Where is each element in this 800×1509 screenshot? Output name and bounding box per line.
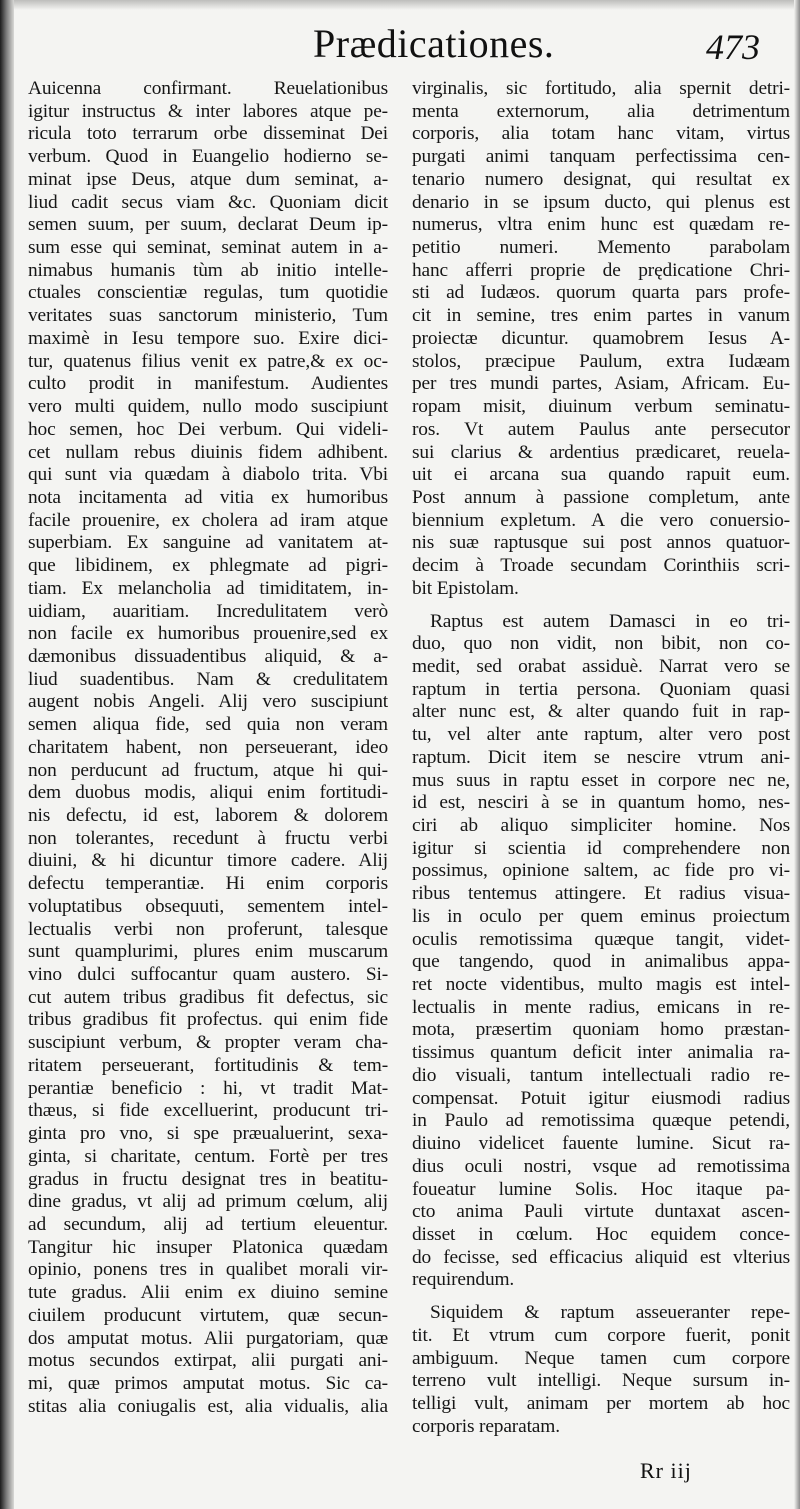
text-line: biennium expletum. A die vero conuersio-: [412, 509, 790, 531]
text-line: opinio, ponens tres in qualibet morali vir-: [28, 1259, 388, 1281]
text-line: tur, quatenus filius venit ex patre,& ex oc-: [28, 350, 388, 372]
text-line: vino dulci suffocantur quam austero. Si-: [28, 964, 388, 986]
text-line: que tangendo, quod in animalibus appa-: [412, 951, 790, 973]
text-line: ciuilem producunt virtutem, quæ secun-: [28, 1304, 388, 1326]
text-line: denario in se ipsum ducto, qui plenus est: [412, 191, 790, 213]
text-line: qui sunt via quædam à diabolo trita. Vbi: [28, 464, 388, 486]
text-line: alter nunc est, & alter quando fuit in rap-: [412, 701, 790, 723]
text-line: non tolerantes, recedunt à fructu verbi: [28, 827, 388, 849]
text-line: id est, nesciri à se in quantum homo, nes-: [412, 792, 790, 814]
text-line: virginalis, sic fortitudo, alia spernit detri-: [412, 78, 790, 99]
page-number: 473: [706, 27, 760, 67]
text-line: ciri ab aliquo simpliciter homine. Nos: [412, 815, 790, 836]
text-line: tiam. Ex melancholia ad timiditatem, in-: [28, 577, 388, 599]
text-line: uidiam, auaritiam. Incredulitatem verò: [28, 600, 388, 622]
text-line: menta externorum, alia detrimentum: [412, 100, 790, 122]
text-line: mus suus in raptu esset in corpore nec ne,: [412, 769, 790, 791]
text-line: perantiæ beneficio : hi, vt tradit Mat-: [28, 1077, 388, 1099]
text-line: tenario numero designat, qui resultat ex: [412, 168, 790, 190]
text-line: ad secundum, alij ad tertium eleuentur.: [28, 1213, 388, 1235]
right-column: [412, 78, 790, 1438]
text-line: suscipiunt verbum, & propter veram cha-: [28, 1032, 388, 1054]
text-line: diuini, & hi dicuntur timore cadere. Alij: [28, 850, 388, 872]
text-line: cet nullam rebus diuinis fidem adhibent.: [28, 441, 388, 463]
text-line: compensat. Potuit igitur eiusmodi radius: [412, 1087, 790, 1109]
text-line: Post annum à passione completum, ante: [412, 486, 790, 508]
text-line: hanc afferri proprie de prędicatione Chri-: [412, 259, 790, 281]
text-line: maximè in Iesu tempore suo. Exire dici-: [28, 327, 388, 349]
text-line: requirendum.: [412, 1269, 515, 1291]
text-line: numerus, vltra enim hunc est quædam re-: [412, 214, 790, 236]
text-line: oculis remotissima quæque tangit, videt-: [412, 928, 790, 950]
text-line: uit ei arcana sua quando rapuit eum.: [412, 464, 790, 486]
paragraph-gap: [412, 601, 790, 611]
text-line: medit, sed orabat assiduè. Narrat vero se: [412, 655, 790, 677]
text-line: raptum. Dicit item se nescire vtrum ani-: [412, 746, 790, 768]
text-line: ginta, si charitate, centum. Fortè per tres: [28, 1145, 388, 1167]
text-line: culto prodit in manifestum. Audientes: [28, 373, 388, 395]
text-line: facile prouenire, ex cholera ad iram atque: [28, 509, 388, 531]
text-line: raptum in tertia persona. Quoniam quasi: [412, 678, 790, 700]
text-line: igitur si scientia id comprehendere non: [412, 837, 790, 859]
text-line: tribus gradibus fit profectus. qui enim fide: [28, 1009, 388, 1031]
text-line: dos amputat motus. Alii purgatoriam, quæ: [28, 1327, 388, 1349]
text-line: veritates suas sanctorum ministerio, Tum: [28, 305, 388, 327]
paragraph-gap: [412, 1292, 790, 1302]
left-column: [28, 78, 388, 1418]
text-line: corporis reparatam.: [412, 1415, 560, 1437]
text-line: lectualis verbi non proferunt, talesque: [28, 918, 388, 940]
text-line: ret nocte videntibus, multo magis est intel-: [412, 974, 790, 996]
page-right-edge: [794, 0, 800, 1509]
text-line: foueatur lumine Solis. Hoc itaque pa-: [412, 1178, 790, 1200]
text-line: lectualis in mente radius, emicans in re-: [412, 996, 790, 1018]
text-line: Tangitur hic insuper Platonica quædam: [28, 1236, 388, 1258]
text-line: igitur instructus & inter labores atque pe-: [28, 100, 388, 122]
text-line: cut autem tribus gradibus fit defectus, sic: [28, 986, 388, 1008]
text-line: ritatem perseuerant, fortitudinis & tem-: [28, 1054, 388, 1076]
text-line: tu, vel alter ante raptum, alter vero post: [412, 724, 790, 746]
text-line: ginta pro vno, si spe præualuerint, sexa-: [28, 1123, 388, 1145]
text-line: decim à Troade secundam Corinthiis scri-: [412, 555, 790, 577]
text-line: tit. Et vtrum cum corpore fuerit, ponit: [412, 1324, 790, 1346]
text-line: cto anima Pauli virtute duntaxat ascen-: [412, 1201, 790, 1223]
text-line: ros. Vt autem Paulus ante persecutor: [412, 418, 790, 440]
text-line: in Paulo ad remotissima quæque petendi,: [412, 1110, 790, 1132]
text-line: nis suæ raptusque sui post annos quatuor-: [412, 532, 790, 554]
page-gutter-shadow: [0, 0, 14, 1509]
text-line: ambiguum. Neque tamen cum corpore: [412, 1347, 790, 1369]
text-line: augent nobis Angeli. Alij vero suscipiunt: [28, 691, 388, 713]
text-line: sti ad Iudæos. quorum quarta pars profe-: [412, 282, 790, 304]
text-line: mota, præsertim quoniam homo præstan-: [412, 1019, 790, 1041]
text-line: ricula toto terrarum orbe disseminat Dei: [28, 123, 388, 145]
text-line: cit in semine, tres enim partes in vanum: [412, 305, 790, 327]
text-line: Raptus est autem Damasci in eo tri-: [430, 610, 790, 632]
text-line: dius oculi nostri, vsque ad remotissima: [412, 1155, 790, 1177]
text-line: vero multi quidem, nullo modo suscipiunt: [28, 396, 388, 418]
signature-mark: Rr iij: [640, 1458, 692, 1483]
text-line: Siquidem & raptum asseueranter repe-: [430, 1302, 790, 1324]
text-line: motus secundos extirpat, alii purgati ani-: [28, 1350, 388, 1372]
text-line: sum esse qui seminat, seminat autem in a-: [28, 237, 388, 259]
text-line: proiectæ dicuntur. quamobrem Iesus A-: [412, 327, 790, 349]
text-line: semen suum, per suum, declarat Deum ip-: [28, 214, 388, 236]
text-line: diuino videlicet fauente lumine. Sicut ra-: [412, 1133, 790, 1155]
text-line: gradus in fructu designat tres in beatitu-: [28, 1168, 388, 1190]
text-line: telligi vult, animam per mortem ab hoc: [412, 1392, 790, 1414]
text-line: do fecisse, sed efficacius aliquid est vlterius: [412, 1246, 790, 1268]
text-line: non perducunt ad fructum, atque hi qui-: [28, 759, 388, 781]
text-line: non facile ex humoribus prouenire,sed ex: [28, 623, 388, 645]
text-line: nis defectu, id est, laborem & dolorem: [28, 805, 388, 826]
text-line: verbum. Quod in Euangelio hodierno se-: [28, 146, 388, 168]
text-line: per tres mundi partes, Asiam, Africam. Eu-: [412, 373, 790, 395]
text-line: nota incitamenta ad vitia ex humoribus: [28, 486, 388, 508]
text-line: minat ipse Deus, atque dum seminat, a-: [28, 168, 388, 190]
text-line: dem duobus modis, aliqui enim fortitudi-: [28, 782, 388, 804]
text-line: stitas alia coniugalis est, alia vidualis, alia: [28, 1395, 388, 1417]
text-line: ropam misit, diuinum verbum seminatu-: [412, 396, 790, 418]
text-line: sui clarius & ardentius prædicaret, reuela-: [412, 441, 790, 463]
text-line: ctuales conscientiæ regulas, tum quotidie: [28, 282, 388, 304]
text-line: liud suadentibus. Nam & credulitatem: [28, 668, 388, 690]
text-line: disset in cœlum. Hoc equidem conce-: [412, 1223, 790, 1245]
text-line: voluptatibus obsequuti, sementem intel-: [28, 895, 388, 917]
text-line: dio visuali, tantum intellectuali radio re-: [412, 1064, 790, 1086]
text-line: thæus, si fide excelluerint, producunt tri-: [28, 1100, 388, 1122]
text-line: possimus, opinione saltem, ac fide pro vi-: [412, 860, 790, 882]
text-line: stolos, præcipue Paulum, extra Iudæam: [412, 350, 790, 372]
text-line: que libidinem, ex phlegmate ad pigri-: [28, 555, 388, 577]
text-line: semen aliqua fide, sed quia non veram: [28, 714, 388, 736]
text-line: bit Epistolam.: [412, 577, 519, 599]
text-line: mi, quæ primos amputat motus. Sic ca-: [28, 1372, 388, 1394]
text-line: defectu temperantiæ. Hi enim corporis: [28, 873, 388, 895]
text-line: ribus tentemus attingere. Et radius visua-: [412, 883, 790, 905]
text-line: terreno vult intelligi. Neque sursum in-: [412, 1370, 790, 1392]
text-line: Auicenna confirmant. Reuelationibus: [28, 78, 388, 99]
text-line: nimabus humanis tùm ab initio intelle-: [28, 259, 388, 281]
text-line: superbiam. Ex sanguine ad vanitatem at-: [28, 532, 388, 554]
text-line: duo, quo non vidit, non bibit, non co-: [412, 633, 790, 655]
text-line: corporis, alia totam hanc vitam, virtus: [412, 123, 790, 145]
text-line: tute gradus. Alii enim ex diuino semine: [28, 1282, 388, 1304]
text-line: dine gradus, vt alij ad primum cœlum, alij: [28, 1191, 388, 1213]
text-line: tissimus quantum deficit inter animalia ra-: [412, 1042, 790, 1064]
text-line: hoc semen, hoc Dei verbum. Qui videli-: [28, 418, 388, 440]
text-line: purgati animi tanquam perfectissima cen-: [412, 146, 790, 168]
text-line: petitio numeri. Memento parabolam: [412, 237, 790, 259]
text-line: liud cadit secus viam &c. Quoniam dicit: [28, 191, 388, 213]
running-head: Prædicationes.: [313, 21, 555, 66]
text-line: sunt quamplurimi, plures enim muscarum: [28, 941, 388, 963]
page-top-edge: [0, 0, 800, 10]
text-line: dæmonibus dissuadentibus aliquid, & a-: [28, 645, 388, 667]
text-line: lis in oculo per quem eminus proiectum: [412, 905, 790, 927]
text-line: charitatem habent, non perseuerant, ideo: [28, 736, 388, 758]
